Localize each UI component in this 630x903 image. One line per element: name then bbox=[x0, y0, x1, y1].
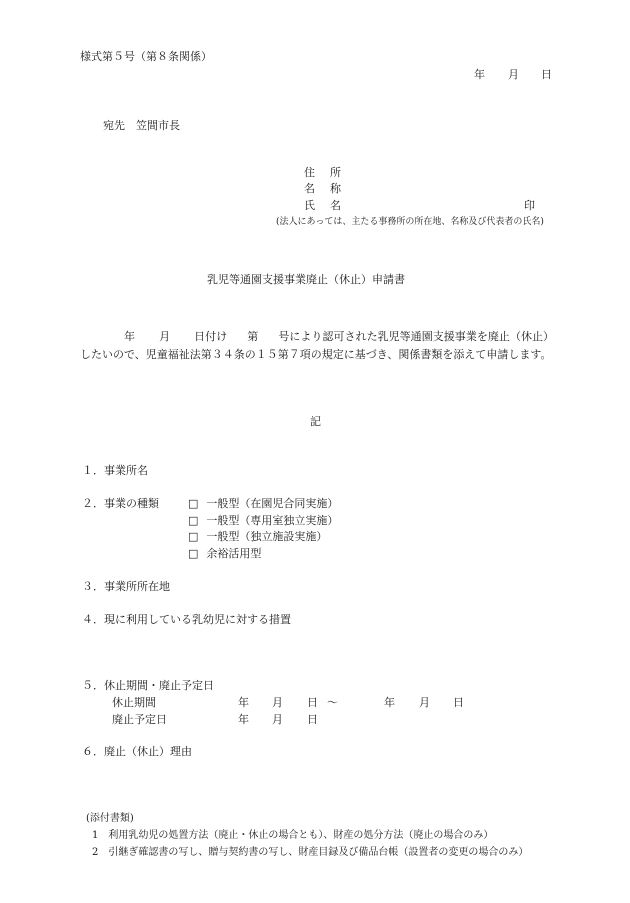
form-number: 様式第５号（第８条関係） bbox=[80, 50, 212, 63]
date-year-label: 年 bbox=[474, 68, 485, 81]
corporation-note: (法人にあっては、主たる事務所の所在地、名称及び代表者の氏名) bbox=[276, 217, 544, 227]
item-1: １．事業所名 bbox=[82, 464, 148, 477]
checkbox-icon[interactable]: □ bbox=[188, 547, 199, 560]
option-label: 余裕活用型 bbox=[206, 547, 262, 560]
closing-year: 年 bbox=[238, 713, 249, 726]
checkbox-icon[interactable]: □ bbox=[188, 514, 199, 527]
application-body bbox=[80, 328, 554, 363]
option-row bbox=[188, 512, 338, 528]
option-label: 一般型（独立施設実施） bbox=[206, 530, 328, 543]
attachments-heading: (添付書類) bbox=[86, 813, 134, 824]
ki-heading: 記 bbox=[310, 415, 321, 428]
item-6: ６．廃止（休止）理由 bbox=[82, 745, 192, 758]
suspension-start-month: 月 bbox=[272, 696, 283, 709]
item-4: ４．現に利用している乳幼児に対する措置 bbox=[82, 613, 291, 626]
attachment-item: 2 引継ぎ確認書の写し、贈与契約書の写し、財産目録及び備品台帳（設置者の変更の場合のみ） bbox=[92, 847, 529, 858]
item-3: ３．事業所所在地 bbox=[82, 580, 170, 593]
address-label: 住 所 bbox=[304, 166, 343, 179]
option-row bbox=[188, 528, 327, 544]
checkbox-icon[interactable]: □ bbox=[188, 530, 199, 543]
date-day-label: 日 bbox=[541, 68, 552, 81]
date-month-label: 月 bbox=[508, 68, 519, 81]
option-label: 一般型（在園児合同実施） bbox=[206, 497, 339, 510]
item-2: ２．事業の種類 bbox=[82, 497, 159, 510]
suspension-label: 休止期間 bbox=[112, 696, 156, 709]
closing-day: 日 bbox=[307, 713, 318, 726]
suspension-end-year: 年 bbox=[384, 696, 395, 709]
body-text: 号により認可された乳児等通園支援事業を廃止（休止）したいので、児童福祉法第３４条の１５第７項の規定に基づき、関係書類を添えて申請します。 bbox=[80, 330, 555, 361]
body-year: 年 bbox=[124, 330, 136, 343]
company-name-label: 名 称 bbox=[304, 182, 343, 195]
seal-mark: 印 bbox=[524, 199, 535, 212]
body-day: 日付け bbox=[194, 330, 228, 343]
suspension-end-day: 日 bbox=[453, 696, 464, 709]
checkbox-icon[interactable]: □ bbox=[188, 497, 199, 510]
item-5: ５．休止期間・廃止予定日 bbox=[82, 679, 214, 692]
option-label: 一般型（専用室独立実施） bbox=[206, 514, 339, 527]
closing-date-label: 廃止予定日 bbox=[112, 713, 167, 726]
suspension-start-year: 年 bbox=[238, 696, 249, 709]
addressee: 宛先 笠間市長 bbox=[103, 119, 180, 132]
tilde-separator: ～ bbox=[327, 696, 338, 709]
option-row bbox=[188, 545, 261, 561]
body-month: 月 bbox=[159, 330, 171, 343]
person-name-label: 氏 名 bbox=[304, 199, 343, 212]
suspension-start-day: 日 bbox=[307, 696, 318, 709]
option-row bbox=[188, 495, 338, 511]
body-no-prefix: 第 bbox=[247, 330, 259, 343]
document-title: 乳児等通園支援事業廃止（休止）申請書 bbox=[207, 273, 405, 286]
closing-month: 月 bbox=[272, 713, 283, 726]
suspension-end-month: 月 bbox=[419, 696, 430, 709]
attachment-item: 1 利用乳幼児の処置方法（廃止・休止の場合とも）、財産の処分方法（廃止の場合のみ） bbox=[92, 830, 494, 841]
